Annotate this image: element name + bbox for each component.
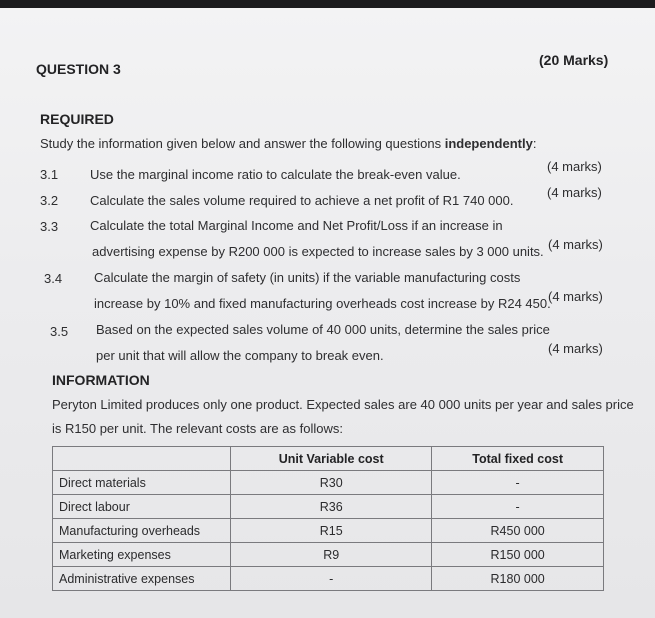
table-row bbox=[53, 543, 604, 567]
question-title: QUESTION 3 bbox=[36, 61, 121, 77]
unit-variable-cost: R30 bbox=[231, 471, 432, 495]
item-marks: (4 marks) bbox=[548, 289, 603, 304]
item-text: advertising expense by R200 000 is expected to increase sales by 3 000 units. bbox=[92, 244, 544, 259]
total-fixed-cost: - bbox=[432, 495, 604, 519]
item-number: 3.5 bbox=[50, 324, 69, 339]
item-marks: (4 marks) bbox=[547, 159, 602, 174]
item-marks: (4 marks) bbox=[548, 341, 603, 356]
table-row bbox=[53, 567, 604, 591]
item-number: 3.1 bbox=[40, 167, 59, 182]
item-number: 3.4 bbox=[44, 271, 63, 286]
required-intro: Study the information given below and answer the following questions independently: bbox=[40, 136, 537, 151]
cost-item: Direct materials bbox=[53, 471, 231, 495]
total-fixed-cost: R450 000 bbox=[432, 519, 604, 543]
header-cell: Total fixed cost bbox=[432, 447, 604, 471]
item-number: 3.2 bbox=[40, 193, 59, 208]
unit-variable-cost: - bbox=[231, 567, 432, 591]
unit-variable-cost: R15 bbox=[231, 519, 432, 543]
total-fixed-cost: R150 000 bbox=[432, 543, 604, 567]
information-text: Peryton Limited produces only one product. Expected sales are 40 000 units per year and sales price bbox=[52, 397, 634, 412]
item-text: per unit that will allow the company to break even. bbox=[96, 348, 384, 363]
item-text: Calculate the margin of safety (in units) if the variable manufacturing costs bbox=[94, 270, 521, 285]
unit-variable-cost: R9 bbox=[231, 543, 432, 567]
cost-item: Administrative expenses bbox=[53, 567, 231, 591]
item-text: Calculate the sales volume required to achieve a net profit of R1 740 000. bbox=[90, 193, 514, 208]
cost-item: Manufacturing overheads bbox=[53, 519, 231, 543]
table-row bbox=[53, 471, 604, 495]
table-header-row bbox=[53, 447, 604, 471]
unit-variable-cost: R36 bbox=[231, 495, 432, 519]
table-row bbox=[53, 495, 604, 519]
total-fixed-cost: R180 000 bbox=[432, 567, 604, 591]
information-text: is R150 per unit. The relevant costs are as follows: bbox=[52, 421, 343, 436]
costs-table bbox=[52, 446, 604, 591]
item-text: increase by 10% and fixed manufacturing overheads cost increase by R24 450. bbox=[94, 296, 551, 311]
total-marks: (20 Marks) bbox=[539, 52, 609, 68]
item-number: 3.3 bbox=[40, 219, 59, 234]
item-text: Use the marginal income ratio to calculate the break-even value. bbox=[90, 167, 461, 182]
item-text: Calculate the total Marginal Income and Net Profit/Loss if an increase in bbox=[90, 218, 503, 233]
table-row bbox=[53, 519, 604, 543]
item-marks: (4 marks) bbox=[547, 185, 602, 200]
total-fixed-cost: - bbox=[432, 471, 604, 495]
header-cell bbox=[53, 447, 231, 471]
header-cell: Unit Variable cost bbox=[231, 447, 432, 471]
document-page bbox=[0, 8, 655, 618]
item-text: Based on the expected sales volume of 40 000 units, determine the sales price bbox=[96, 322, 550, 337]
cost-item: Marketing expenses bbox=[53, 543, 231, 567]
cost-item: Direct labour bbox=[53, 495, 231, 519]
required-heading: REQUIRED bbox=[40, 111, 114, 127]
information-heading: INFORMATION bbox=[52, 372, 150, 388]
item-marks: (4 marks) bbox=[548, 237, 603, 252]
